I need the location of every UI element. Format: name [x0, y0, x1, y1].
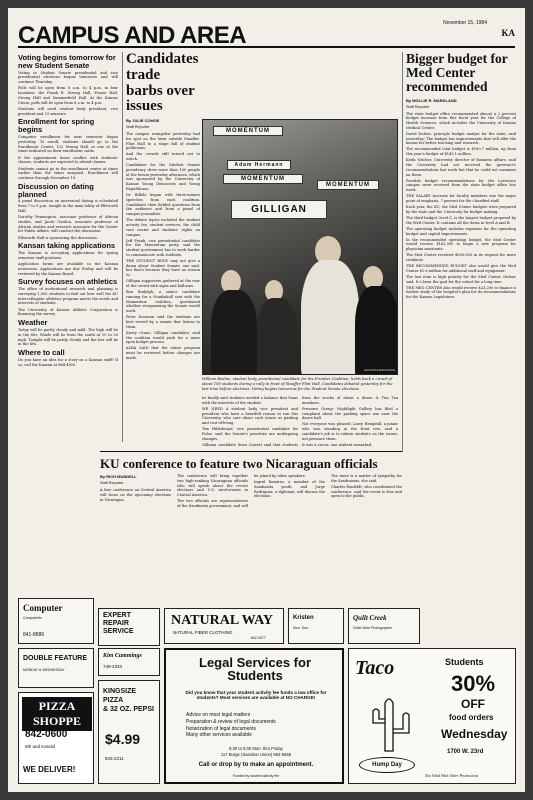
main-headline: Candidates trade barbs over issues: [126, 52, 199, 115]
issue-date: November 15, 1984: [443, 20, 487, 26]
ad-tagline: WE DELIVER!: [23, 765, 76, 774]
ad-line: KINGSIZE: [103, 688, 137, 695]
brief-voting: [18, 54, 118, 116]
story-text: THE SALARY increase for faculty members was the major point of emphasis, 7 percent for the classified staff.: [406, 194, 516, 204]
crowd-figure: [211, 290, 257, 375]
cactus-icon: [357, 693, 421, 753]
brief-heading: Discussion on dating planned: [18, 181, 94, 199]
story-text: A free conference on Central America will focus on the upcoming elections in Nicaragua.: [100, 488, 171, 502]
brief-text: Dorothy Pennington, associate professor of African studies, and Jacob Gordon, associate professor of African studies and research associate for the Center for Public Affairs, will conduct the discussion.: [18, 215, 118, 234]
ad-phone: 842-3077: [251, 636, 266, 640]
pizza-shoppe-ad: [18, 692, 94, 784]
ad-title: NATURAL WAY: [171, 613, 274, 628]
med-center-story: [406, 52, 516, 672]
speaker-figure: [301, 260, 359, 375]
conference-story: [100, 474, 402, 604]
photo-credit: Jeff ARTHUR/KANSAN: [363, 368, 395, 372]
brief-text: The University of Kansas Athletic Corporation is financing the survey.: [18, 307, 118, 317]
crowd-figure: [355, 286, 398, 375]
brief-dating: [18, 183, 118, 241]
story-text: Candidates for the Student Senate presidency drew more than 100 people at the forum yesterday afternoon, which was sponsored by the University of Kansas Young Democrats and Young Republicans.: [126, 163, 200, 192]
ad-subtitle: Computerfix: [23, 616, 42, 620]
ad-line: MONDAY & WEDNESDAY: [23, 668, 65, 672]
story-text: And the crowds still turned out to watch.: [126, 152, 200, 162]
briefs-column: [18, 52, 118, 392]
story-text: Not everyone was pleased. Larry Hemphill, a junior who was standing in the front row, said a candidate's job is to inform students on the issues, not pressure them.: [302, 422, 398, 441]
paper-name: KA: [501, 28, 515, 38]
story-text: The state budget office recommended almost a 2 percent budget increase from this fiscal year for the College of Health Sciences, which includes the University of Kansas Medical Center.: [406, 111, 516, 130]
double-feature-ad: [18, 648, 94, 688]
ad-intro: Did you know that your student activity fee funds a law office for students? Most services are available at NO CHARGE!: [185, 690, 327, 700]
ad-food-orders: food orders: [449, 713, 494, 722]
story-text: The debate topics included the student activity fee, student services, the child care center and students' rights on campus.: [126, 218, 200, 237]
main-story-col-4: [302, 396, 398, 446]
main-byline-role: Staff Reporter: [126, 125, 150, 129]
ad-subtitle: NATURAL FIBER CLOTHING: [173, 630, 233, 635]
story-text: Charles Ronfeldt, who coordinated the conference, said the event is free and open to the public.: [331, 484, 402, 499]
brief-text: Polls will be open from 8 a.m. to 4 p.m. in four locations: the Frank R. Strong Hall, Fraser Hall, Strong Hall and Summerfield Hall. At the Kansas Union, polls will be open from 8 a.m. to 4 p.m.: [18, 86, 118, 105]
ad-services-list: [186, 712, 336, 739]
ad-list-item: Advice on most legal matters: [186, 712, 251, 718]
story-text: ALBA SAID that the entire program must be reviewed before changes are made.: [126, 346, 200, 360]
ad-audience: Students: [445, 657, 484, 667]
story-text: from the stocks of about a dozen & Tim Tea members.: [302, 396, 398, 405]
story-text: Ben Rudolph, a senior candidate running for a Numbskull seat with the Momentum coalition, questioned whether reorganizing the Senate would work.: [126, 290, 200, 314]
story-text: Peter Donovan said the students are best served by a senate that listens to them.: [126, 315, 200, 329]
brief-heading: Where to call: [18, 347, 65, 357]
brief-text: Today will be partly cloudy and mild. The high will be in the 60s. Winds will be from the south at 10 to 20 mph. Tonight will be partly cloudy and the low will be in the 40s.: [18, 328, 118, 347]
ad-title-block: [103, 612, 134, 636]
ad-discount: 30%: [451, 671, 496, 696]
kingsize-pizza-ad: [98, 680, 160, 784]
photo-sign: MOMENTUM: [317, 180, 379, 190]
ad-title: Legal Services for Students: [199, 655, 311, 683]
story-text: The recommended total budget is $160.7 million, up from this year's budget of $143.1 million.: [406, 147, 516, 157]
story-text: David Dufour, principle budget analyst for the state, said yesterday: The budget has improvements that will offer the means for better teaching and research.: [406, 131, 516, 146]
conference-headline: KU conference to feature two Nicaraguan officials: [100, 456, 378, 471]
story-text: The operating budget includes expenses for the operating budget and capital improvements.: [406, 226, 516, 236]
crowd-figure: [257, 298, 297, 375]
ad-location: 117 Burge (Sanction Union) 864-5665: [220, 752, 292, 757]
quilt-creek-ad: [348, 608, 420, 644]
ad-title: PIZZA SHOPPE: [22, 697, 92, 731]
section-rule: [100, 451, 402, 452]
ad-list-item: Preparation & review of legal documents: [186, 718, 276, 725]
ad-line: & 32 OZ. PEPSI: [103, 706, 154, 714]
story-text: THE RECOMMENDED BUDGET also would give the Med Center $1.6 million for additional staff and equipment.: [406, 263, 516, 273]
masthead: [18, 18, 515, 48]
story-text: The issue is a matter of sympathy for the Sandinistas, she said.: [331, 474, 402, 483]
story-text: Gilligan candidate Sean Carrett said that students: [202, 442, 298, 446]
photo-caption: William Bodine, student body presidential candidate for the Frontier Coalition, holds back a crowd of about 100 students during a rally in front of Stauffer-Flint Hall. Candidates debated yesterday for the last time before elections. Voting begins tomorrow for the Student Senate elections.: [202, 377, 393, 391]
newspaper-page: [8, 8, 525, 792]
story-text: he finally said students needed a balance that leans with the interests of the student.: [202, 396, 298, 405]
story-text: Jeff Frank, vice presidential candidate for the Momentum party, said the student government has to work harder to communicate with students.: [126, 238, 200, 257]
story-text: Kirsty Crane, Gilligan candidate, said the coalition would push for a more open budget process.: [126, 330, 200, 345]
ad-title: Computer: [23, 603, 63, 613]
expert-repair-ad: [98, 608, 160, 646]
brief-survey: [18, 278, 118, 317]
brief-text: Application forms are available in the Kansan newsroom. Applications are due Friday and will be reviewed by the Kansas Board.: [18, 262, 118, 276]
ad-call-to-action: Call or drop by to make an appointment.: [198, 762, 314, 768]
story-text: The conference will bring together two high-ranking Nicaraguan officials who will speak about the recent elections and U.S. involvement in Central America.: [177, 474, 248, 498]
story-text: The Med Center received $500,000 in its request for more residents.: [406, 253, 516, 262]
ad-line: EXPERT: [103, 612, 132, 619]
photo-sign: MOMENTUM: [213, 126, 283, 136]
ad-subtitle: Mon. Sun.: [293, 626, 309, 630]
taco-ad: [348, 648, 516, 784]
brief-heading: Survey focuses on athletics: [18, 277, 118, 287]
ad-line: PIZZA: [103, 697, 124, 705]
column-divider: [402, 52, 403, 452]
story-text: The two officials are representatives of the Sandinista government, and will be joined by other speakers.: [177, 474, 306, 508]
ad-price: $4.99: [105, 731, 141, 747]
photo-sign: MOMENTUM: [223, 174, 303, 184]
brief-where-to-call: [18, 349, 118, 367]
ad-list-item: Many other services available: [186, 732, 252, 739]
brief-text: The Kansan is accepting applications for spring semester staff positions.: [18, 251, 118, 260]
conference-byline-role: Staff Reporter: [100, 481, 124, 485]
legal-services-ad: [164, 648, 344, 784]
ad-hours: 8:30 to 5:00 Mon. thru Friday: [229, 746, 283, 751]
story-text: Possible budget recommendations for the Lawrence campus were received from the state budget office last week.: [406, 178, 516, 193]
ad-footnote: Not Valid With Other Promotions: [425, 773, 479, 778]
ad-address: 1700 W. 23rd: [447, 749, 484, 755]
ad-title: Quilt Creek: [353, 614, 387, 622]
story-text: Keith Nitcher, University director of business affairs, said the University had not received the governor's recommendations last week but that he could not comment on them.: [406, 158, 516, 177]
story-text: WE NEED A student body vice president and president who have a heartfelt reason to run this University, who care about such issues as parking and cost-of-living.: [202, 406, 298, 426]
natural-way-ad: [164, 608, 284, 644]
hump-day-badge: Hump Day: [359, 757, 415, 773]
ad-title-block: [103, 687, 154, 714]
story-text: THE MED CENTER also would receive $23,200 to finance a further study of the hospital's plan for its recommendations for the Kansas Legislature.: [406, 285, 516, 300]
med-center-byline: By MOLLIE R. MARKLAND: [406, 97, 457, 103]
ad-address: 6th and Kasold: [25, 744, 56, 749]
ad-subtitle: Order Now Photographer: [353, 626, 393, 630]
brief-heading: Weather: [18, 318, 48, 328]
ad-phone: 842-0600: [25, 729, 68, 740]
story-text: It was a circus, one student remarked.: [302, 442, 373, 446]
ad-title: Kristen: [293, 615, 314, 621]
story-text: THE STUDENT BODY may not give a damn about Student Senate, one said, but that's because they have no reason to.: [126, 258, 200, 278]
story-text: Gilligan supporters gathered at the rear of the crowd with signs and balloons.: [126, 279, 200, 289]
brief-kansan: [18, 242, 118, 276]
main-story-col-1: [126, 52, 200, 444]
brief-text: If the appointment times conflict with students' classes, students are expected to attend classes.: [18, 155, 118, 165]
brief-heading: Enrollment for spring begins: [18, 117, 95, 135]
ad-phone: 841-8886: [23, 632, 45, 638]
brief-text: Students cannot go to the enrollment center at times earlier than the times assigned. Enrollment will continue through December 19.: [18, 166, 118, 180]
main-byline: By JULIE COHOE: [126, 118, 160, 123]
photo-sign: Adam Hermann: [227, 160, 291, 170]
ad-line: SERVICE: [103, 628, 134, 636]
ad-phone: 843-2211: [105, 756, 124, 761]
story-text: The last item is high priority for the Med Center, Dufour said. It's been the goal for the school for a long time.: [406, 274, 516, 284]
brief-enrollment: [18, 118, 118, 180]
ad-list-item: Notarization of legal documents: [186, 725, 257, 732]
ad-title: Taco: [355, 657, 395, 679]
ad-footnote: Funded by student activity fee: [232, 774, 280, 778]
rally-photo: [202, 119, 398, 375]
ad-off: OFF: [461, 697, 485, 711]
brief-weather: [18, 319, 118, 347]
brief-text: A panel discussion on interracial dating is scheduled from 7 to 9 p.m. tonight in the main lobby of Ellsworth Hall.: [18, 199, 118, 213]
brief-text: Do you have an idea for a story on a Kansan staff? If so, call the Kansan at 864-4810.: [18, 357, 118, 367]
kristen-ad: [288, 608, 344, 644]
brief-text: Students will need student body president, vice president and 33 senators.: [18, 106, 118, 116]
story-text: Each year, the KU, the Med Center budgets were prepared by the state and the University for budget making.: [406, 205, 516, 214]
story-text: Ingrid Ramirez, a member of the Sandinista youth, and Jorge Rodriguez, a diplomat, will discuss the elections.: [254, 480, 325, 499]
med-center-byline-role: Staff Reporter: [406, 104, 430, 109]
brief-text: Voting in Student Senate presidential and vice presidential elections begins tomorrow and will continue Thursday.: [18, 70, 118, 85]
section-title: CAMPUS AND AREA: [18, 22, 247, 49]
ad-phone: 749-4333: [103, 664, 123, 669]
ad-line: REPAIR: [103, 620, 129, 628]
story-text: Pressure Group: Nightlight Gallery has filed a complaint about the parking space use near the dance hall.: [302, 406, 398, 421]
brief-text: Ellsworth Hall is sponsoring the discussion.: [18, 235, 98, 240]
story-text: Tim Hildebrand, vice presidential candidate for Pulse, said the Senate's priorities are undergoing changes.: [202, 427, 298, 441]
kim-cummings-ad: [98, 648, 160, 676]
photo-sign: GILLIGAN: [231, 200, 327, 219]
brief-heading: Kansan taking applications: [18, 241, 116, 251]
story-text: In the recommended operating budget, the Med Center would receive $162,000 to begin a new program for physician assistants.: [406, 237, 516, 252]
brief-heading: Voting begins tomorrow for new Student Senate: [18, 53, 116, 70]
brief-text: Computer enrollment for next semester began yesterday. To enroll, students should go to the Enrollment Center, 122 Strong Hall, at one of the times indicated on their enrollment cards.: [18, 135, 118, 154]
column-divider: [122, 52, 123, 442]
main-story-col-3: [202, 396, 298, 446]
story-text: Dr. Billelo began with three-minute speeches from each coalition. Candidates then fielded questions from the audience and from a panel of campus journalists.: [126, 193, 200, 217]
med-center-headline: Bigger budget for Med Center recommended: [406, 52, 508, 95]
computer-ad: [18, 598, 94, 644]
story-text: The campus evangelist yesterday had his spot on the lawn outside Stauffer-Flint Hall to a stage full of student politicians.: [126, 132, 200, 151]
ad-title: DOUBLE FEATURE: [23, 655, 88, 662]
story-text: The third budget, level C, is the largest budget proposed by the Med Center. It contains all the items in level A and B.: [406, 215, 516, 225]
ad-day: Wednesday: [441, 727, 508, 741]
brief-text: The office of institutional research and planning is surveying 1,000 students to find out how well the KU intercollegiate athletics program meets the needs and interests of students.: [18, 287, 118, 306]
ad-title: Kim Cummings: [103, 653, 142, 659]
conference-byline: By RICH MUNDELL: [100, 474, 137, 479]
